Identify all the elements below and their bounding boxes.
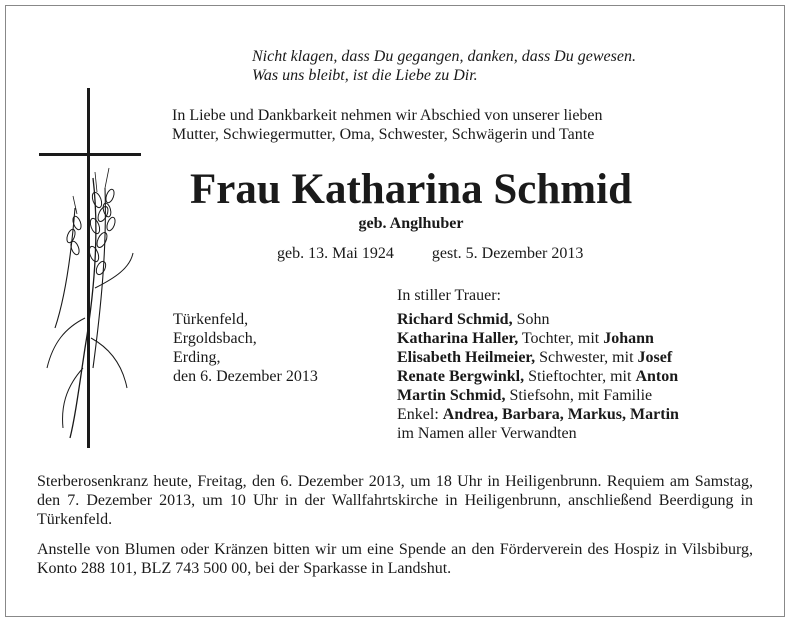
mourner-line (397, 329, 679, 348)
life-dates (277, 245, 583, 263)
place-line: Ergoldsbach, (173, 330, 257, 347)
death-date: gest. 5. Dezember 2013 (431, 245, 584, 262)
donation-info: Anstelle von Blumen oder Kränzen bitten wir um eine Spende an den Förderverein des Hospiz in Vilsbiburg, Konto 288 101, BLZ 743 500 00, bei der Sparkasse in Landshut. (37, 541, 753, 577)
mourner-relation: Tochter, mit (518, 330, 604, 347)
mourner-name: Katharina Haller, (397, 330, 519, 347)
birth-date: geb. 13. Mai 1924 (277, 245, 394, 262)
mourner-line (397, 310, 679, 329)
maiden-name: geb. Anglhuber (358, 215, 464, 232)
mourner-line (397, 386, 679, 405)
place-line: Türkenfeld, (173, 311, 249, 328)
mourner-line (397, 348, 679, 367)
mourner-name: Elisabeth Heilmeier, (397, 349, 536, 366)
mourner-relation: Stiefsohn, mit Familie (505, 387, 653, 404)
mourners-list (397, 310, 679, 443)
grandchildren-names: Andrea, Barbara, Markus, Martin (442, 406, 679, 423)
intro-text (172, 106, 603, 144)
mourner-name: Martin Schmid, (397, 387, 506, 404)
grandchildren-label: Enkel: (397, 406, 443, 423)
mourners-heading: In stiller Trauer: (397, 287, 501, 304)
intro-line: Mutter, Schwiegermutter, Oma, Schwester, Schwägerin und Tante (172, 126, 595, 143)
mourner-line (397, 405, 679, 424)
quote-line: Nicht klagen, dass Du gegangen, danken, dass Du gewesen. (252, 48, 636, 65)
place-and-date (173, 310, 318, 386)
intro-line: In Liebe und Dankbarkeit nehmen wir Abschied von unserer lieben (172, 107, 603, 124)
spouse-name: Johann (603, 330, 654, 347)
mourner-line: im Namen aller Verwandten (397, 425, 577, 442)
mourner-name: Richard Schmid, (397, 311, 513, 328)
service-info: Sterberosenkranz heute, Freitag, den 6. Dezember 2013, um 18 Uhr in Heiligenbrunn. Requiem am Samstag, den 7. Dezember 2013, um 10 Uhr in der Wallfahrtskirche in Heiligenbrunn, anschließend Beerdigung in Türkenfeld. (37, 473, 753, 528)
deceased-name: Frau Katharina Schmid (190, 166, 632, 213)
mourner-relation: Stieftochter, mit (524, 368, 636, 385)
mourner-name: Renate Bergwinkl, (397, 368, 525, 385)
place-line: Erding, (173, 349, 221, 366)
cross-with-wheat-icon (35, 88, 155, 458)
mourner-relation: Sohn (512, 311, 550, 328)
quote-line: Was uns bleibt, ist die Liebe zu Dir. (252, 67, 478, 84)
mourner-line (397, 367, 679, 386)
quote (252, 47, 636, 85)
spouse-name: Anton (635, 368, 679, 385)
place-line: den 6. Dezember 2013 (173, 368, 318, 385)
spouse-name: Josef (637, 349, 673, 366)
mourner-relation: Schwester, mit (535, 349, 638, 366)
